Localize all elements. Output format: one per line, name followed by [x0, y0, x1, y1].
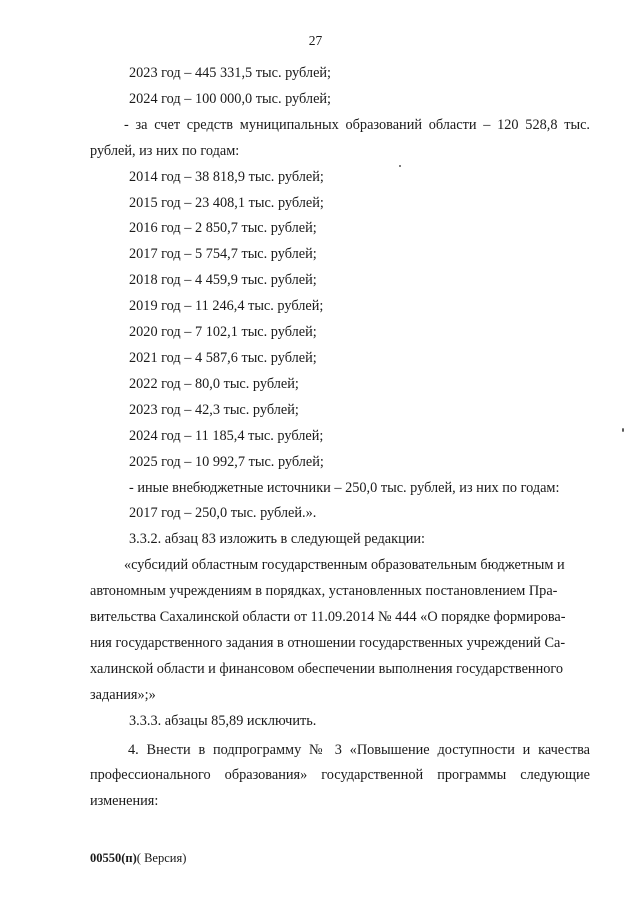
- funding-line: 2023 год – 42,3 тыс. рублей;: [129, 401, 299, 418]
- funding-line: 2017 год – 250,0 тыс. рублей.».: [129, 505, 317, 522]
- document-footer: [90, 851, 186, 866]
- document-body: [90, 61, 590, 815]
- extrabudgetary-line: - иные внебюджетные источники – 250,0 тыс. рублей, из них по годам:: [129, 479, 560, 496]
- municipal-funds-paragraph: - за счет средств муниципальных образований области – 120 528,8 тыс. рублей, из них по годам:: [90, 116, 590, 159]
- quoted-text-line: ния государственного задания в отношении государственных учреждений Са-: [90, 634, 566, 651]
- funding-line: 2024 год – 11 185,4 тыс. рублей;: [129, 427, 324, 444]
- funding-line: 2017 год – 5 754,7 тыс. рублей;: [129, 246, 317, 263]
- document-code: 00550(п): [90, 851, 137, 865]
- quoted-text-line: вительства Сахалинской области от 11.09.2014 № 444 «О порядке формирова-: [90, 609, 566, 626]
- document-version: ( Версия): [136, 851, 187, 865]
- funding-line: 2018 год – 4 459,9 тыс. рублей;: [129, 272, 317, 289]
- section-4-paragraph: 4. Внести в подпрограмму № 3 «Повышение доступности и качества профессионального образования» государственной программы следующие изменения:: [90, 741, 590, 810]
- funding-line: 2021 год – 4 587,6 тыс. рублей;: [129, 349, 317, 366]
- scan-speck: [622, 428, 624, 432]
- quoted-text-line: задания»;»: [90, 686, 156, 703]
- funding-line: 2025 год – 10 992,7 тыс. рублей;: [129, 453, 324, 470]
- funding-line: 2015 год – 23 408,1 тыс. рублей;: [129, 194, 324, 211]
- funding-line: 2024 год – 100 000,0 тыс. рублей;: [129, 90, 332, 107]
- amendment-3-3-3: 3.3.3. абзацы 85,89 исключить.: [129, 712, 317, 729]
- amendment-3-3-2: 3.3.2. абзац 83 изложить в следующей редакции:: [129, 531, 425, 548]
- funding-line: 2022 год – 80,0 тыс. рублей;: [129, 375, 299, 392]
- funding-line: 2023 год – 445 331,5 тыс. рублей;: [129, 65, 332, 81]
- quoted-text-line: «субсидий областным государственным образовательным бюджетным и: [124, 557, 565, 574]
- scan-speck: [399, 165, 401, 167]
- page-number: 27: [308, 33, 323, 48]
- quoted-text-line: автономным учреждениям в порядках, установленных постановлением Пра-: [90, 583, 558, 600]
- quoted-text-line: халинской области и финансовом обеспечении выполнения государственного: [90, 660, 564, 677]
- funding-line: 2016 год – 2 850,7 тыс. рублей;: [129, 220, 317, 237]
- funding-line: 2019 год – 11 246,4 тыс. рублей;: [129, 298, 324, 315]
- funding-line: 2014 год – 38 818,9 тыс. рублей;: [129, 168, 324, 185]
- funding-line: 2020 год – 7 102,1 тыс. рублей;: [129, 324, 317, 341]
